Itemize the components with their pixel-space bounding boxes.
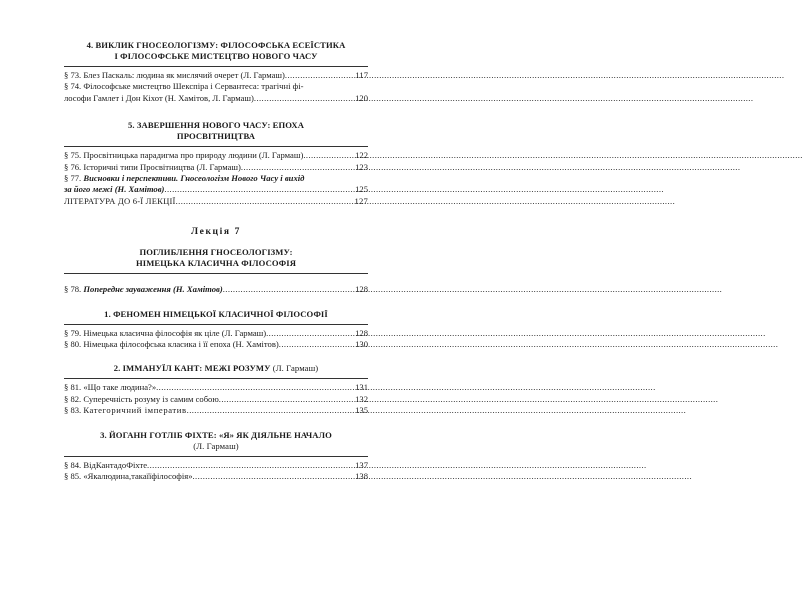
- entry-title-cont: за його межі (Н. Хамітов): [64, 184, 165, 195]
- section-title-line: 4. ВИКЛИК ГНОСЕОЛОГІЗМУ: ФІЛОСОФСЬКА ЕСЕЇСТИКА: [86, 40, 346, 50]
- lecture-title-line: НІМЕЦЬКА КЛАСИЧНА ФІЛОСОФІЯ: [135, 258, 297, 269]
- entry-number: § 81.: [64, 382, 82, 393]
- divider: [64, 456, 368, 457]
- section-7-2-title: [64, 363, 368, 374]
- entry-title-cont: лософи Гамлет і Дон Кіхот (Н. Хамітов, Л. Гармаш): [64, 92, 254, 103]
- entry-title: «Якалюдина,такаїїфілософія»: [83, 471, 193, 482]
- entry-page: 120: [355, 92, 368, 103]
- entry-page: 125: [355, 184, 368, 195]
- section-title-text: 2. ІММАНУЇЛ КАНТ: МЕЖІ РОЗУМУ: [113, 363, 271, 374]
- entry-number: § 80.: [64, 339, 82, 350]
- toc-entry[interactable]: [64, 405, 368, 416]
- lecture-title-line: ПОГЛИБЛЕННЯ ГНОСЕОЛОГІЗМУ:: [139, 247, 293, 258]
- divider: [64, 66, 368, 67]
- entry-title: Просвітницька парадигма про природу людини (Л. Гармаш): [83, 150, 304, 161]
- entry-page: 131: [355, 382, 368, 393]
- toc-entry[interactable]: [64, 173, 368, 184]
- entry-page: 128: [355, 284, 368, 295]
- entry-title: Висновки і перспективи. Гносеологізм Нового Часу і вихід: [83, 173, 305, 184]
- toc-entry[interactable]: [64, 394, 368, 405]
- section-author: (Л. Гармаш): [193, 440, 239, 451]
- entry-title: Суперечність розуму із самим собою: [83, 393, 219, 404]
- toc-entry[interactable]: [64, 284, 368, 295]
- entry-title: Блез Паскаль: людина як мислячий очерет (Л. Гармаш): [83, 70, 285, 80]
- entry-number: § 77.: [64, 173, 82, 184]
- section-title-line: ПРОСВІТНИЦТВА: [176, 131, 256, 142]
- entry-page: 128: [355, 327, 368, 338]
- entry-title: ЛІТЕРАТУРА ДО 6-Ї ЛЕКЦІЇ: [64, 195, 176, 206]
- entry-number: § 84.: [64, 459, 82, 470]
- section-7-3-title: [64, 430, 368, 452]
- section-author: (Л. Гармаш): [272, 363, 319, 374]
- entry-page: 122: [355, 150, 368, 161]
- divider: [64, 146, 368, 147]
- divider: [64, 324, 368, 325]
- entry-title: Категоричний імператив: [83, 405, 187, 416]
- divider: [64, 378, 368, 379]
- toc-entry[interactable]: [64, 339, 368, 350]
- entry-page: 123: [355, 161, 368, 172]
- entry-page: 127: [354, 195, 368, 206]
- literature-entry[interactable]: [64, 196, 368, 207]
- lecture-title: [64, 247, 368, 269]
- section-5-title: [64, 120, 368, 142]
- entry-title: Німецька філософська класика і її епоха (Н. Хамітов): [83, 339, 279, 350]
- entry-number: § 74.: [64, 81, 82, 92]
- entry-number: § 79.: [64, 327, 82, 338]
- section-title-line: 5. ЗАВЕРШЕННЯ НОВОГО ЧАСУ: ЕПОХА: [127, 120, 305, 131]
- entry-title: Німецька класична філософія як ціле (Л. Гармаш): [83, 327, 267, 338]
- toc-entry-continuation[interactable]: [64, 93, 368, 104]
- section-7-1-title: 1. ФЕНОМЕН НІМЕЦЬКОЇ КЛАСИЧНОЇ ФІЛОСОФІЇ: [104, 308, 328, 319]
- section-4-title: [64, 40, 368, 62]
- toc-entry[interactable]: [64, 328, 368, 339]
- entry-number: § 85.: [64, 471, 82, 482]
- toc-entry[interactable]: [64, 382, 368, 393]
- entry-number: § 73.: [64, 70, 82, 80]
- entry-number: § 78.: [64, 284, 82, 295]
- entry-title: Філософське мистецтво Шекспіра і Сервантеса: трагічні фі-: [83, 81, 304, 92]
- toc-entry-continuation[interactable]: [64, 184, 368, 195]
- entry-title: «Що таке людина?»: [83, 382, 157, 393]
- entry-title: Попереднє зауваження (Н. Хамітов): [83, 284, 223, 295]
- entry-number: § 82.: [64, 393, 82, 404]
- toc-entry[interactable]: [64, 471, 368, 482]
- toc-entry[interactable]: [64, 162, 368, 173]
- entry-page: 138: [355, 471, 368, 482]
- entry-page: 137: [355, 459, 368, 470]
- entry-title: ВідКантадоФіхте: [83, 459, 148, 470]
- section-title-line: І ФІЛОСОФСЬКЕ МИСТЕЦТВО НОВОГО ЧАСУ: [114, 51, 318, 61]
- divider: [64, 273, 368, 274]
- entry-number: § 76.: [64, 161, 82, 172]
- toc-entry[interactable]: [64, 150, 368, 161]
- entry-number: § 75.: [64, 150, 82, 161]
- entry-page: 132: [355, 393, 368, 404]
- entry-page: 130: [355, 339, 368, 350]
- entry-page: 117: [355, 70, 368, 80]
- entry-number: § 83.: [64, 405, 82, 416]
- entry-title: Історичні типи Просвітництва (Л. Гармаш): [83, 161, 241, 172]
- toc-entry[interactable]: [64, 70, 368, 81]
- entry-page: 135: [355, 405, 368, 416]
- toc-entry[interactable]: [64, 460, 368, 471]
- lecture-heading: Лекція 7: [191, 227, 241, 238]
- section-title-text: 3. ЙОГАНН ГОТЛІБ ФІХТЕ: «Я» ЯК ДІЯЛЬНЕ НАЧАЛО: [100, 429, 332, 440]
- toc-entry[interactable]: [64, 81, 368, 92]
